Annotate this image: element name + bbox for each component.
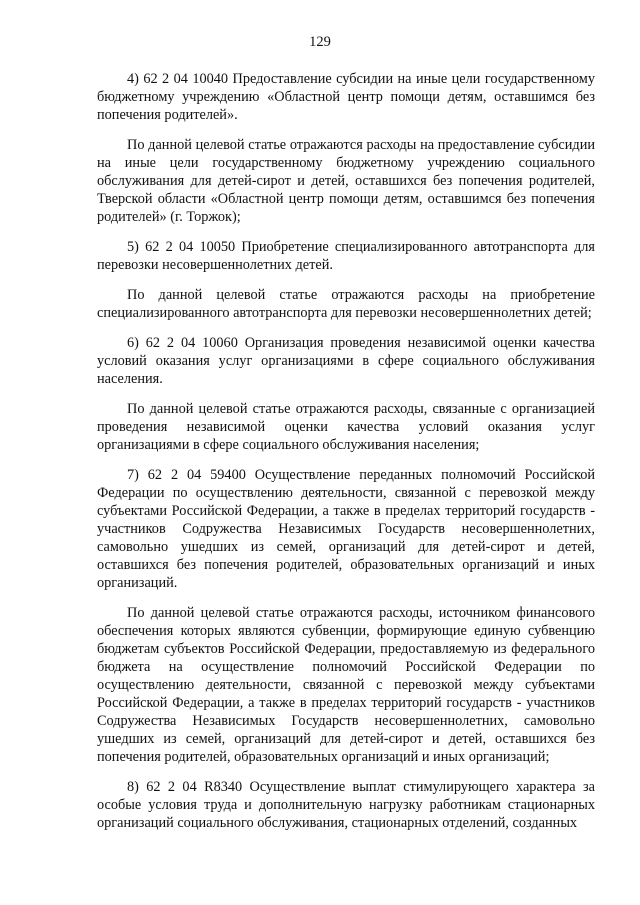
paragraph-item-4-description: По данной целевой статье отражаются расходы на предоставление субсидии на иные цели государственному бюджетному учреждению социального обслуживания для детей-сирот и детей, оставшихся без попечения родителей, Тверской области «Областной центр помощи детям, оставшимся без попечения родителей» (г. Торжок); [97, 137, 595, 225]
paragraph-item-4: 4) 62 2 04 10040 Предоставление субсидии на иные цели государственному бюджетному учреждению «Областной центр помощи детям, оставшимся без попечения родителей». [97, 71, 595, 123]
paragraph-item-7: 7) 62 2 04 59400 Осуществление переданных полномочий Российской Федерации по осуществлению деятельности, связанной с перевозкой между субъектами Российской Федерации, а также в пределах территорий государств - участников Содружества Независимых Государств несовершеннолетних, самовольно ушедших из семей, организаций для детей-сирот и детей, оставшихся без попечения родителей, образовательных организаций и иных организаций. [97, 467, 595, 591]
document-body [97, 70, 595, 844]
paragraph-item-7-description: По данной целевой статье отражаются расходы, источником финансового обеспечения которых являются субвенции, формирующие единую субвенцию бюджетам субъектов Российской Федерации, предоставляемую из федерального бюджета на осуществление полномочий Российской Федерации по осуществлению деятельности, связанной с перевозкой между субъектами Российской Федерации, а также в пределах территорий государств - участников Содружества Независимых Государств несовершеннолетних, самовольно ушедших из семей, организаций для детей-сирот и детей, оставшихся без попечения родителей, образовательных организаций и иных организаций; [97, 605, 595, 765]
page-number: 129 [309, 34, 331, 50]
paragraph-item-5: 5) 62 2 04 10050 Приобретение специализированного автотранспорта для перевозки несовершеннолетних детей. [97, 239, 595, 273]
paragraph-item-6: 6) 62 2 04 10060 Организация проведения независимой оценки качества условий оказания услуг организациями в сфере социального обслуживания населения. [97, 335, 595, 387]
paragraph-item-8: 8) 62 2 04 R8340 Осуществление выплат стимулирующего характера за особые условия труда и дополнительную нагрузку работникам стационарных организаций социального обслуживания, стационарных отделений, созданных [97, 779, 595, 831]
paragraph-item-5-description: По данной целевой статье отражаются расходы на приобретение специализированного автотранспорта для перевозки несовершеннолетних детей; [97, 287, 595, 321]
paragraph-item-6-description: По данной целевой статье отражаются расходы, связанные с организацией проведения независимой оценки качества условий оказания услуг организациями в сфере социального обслуживания населения; [97, 401, 595, 453]
